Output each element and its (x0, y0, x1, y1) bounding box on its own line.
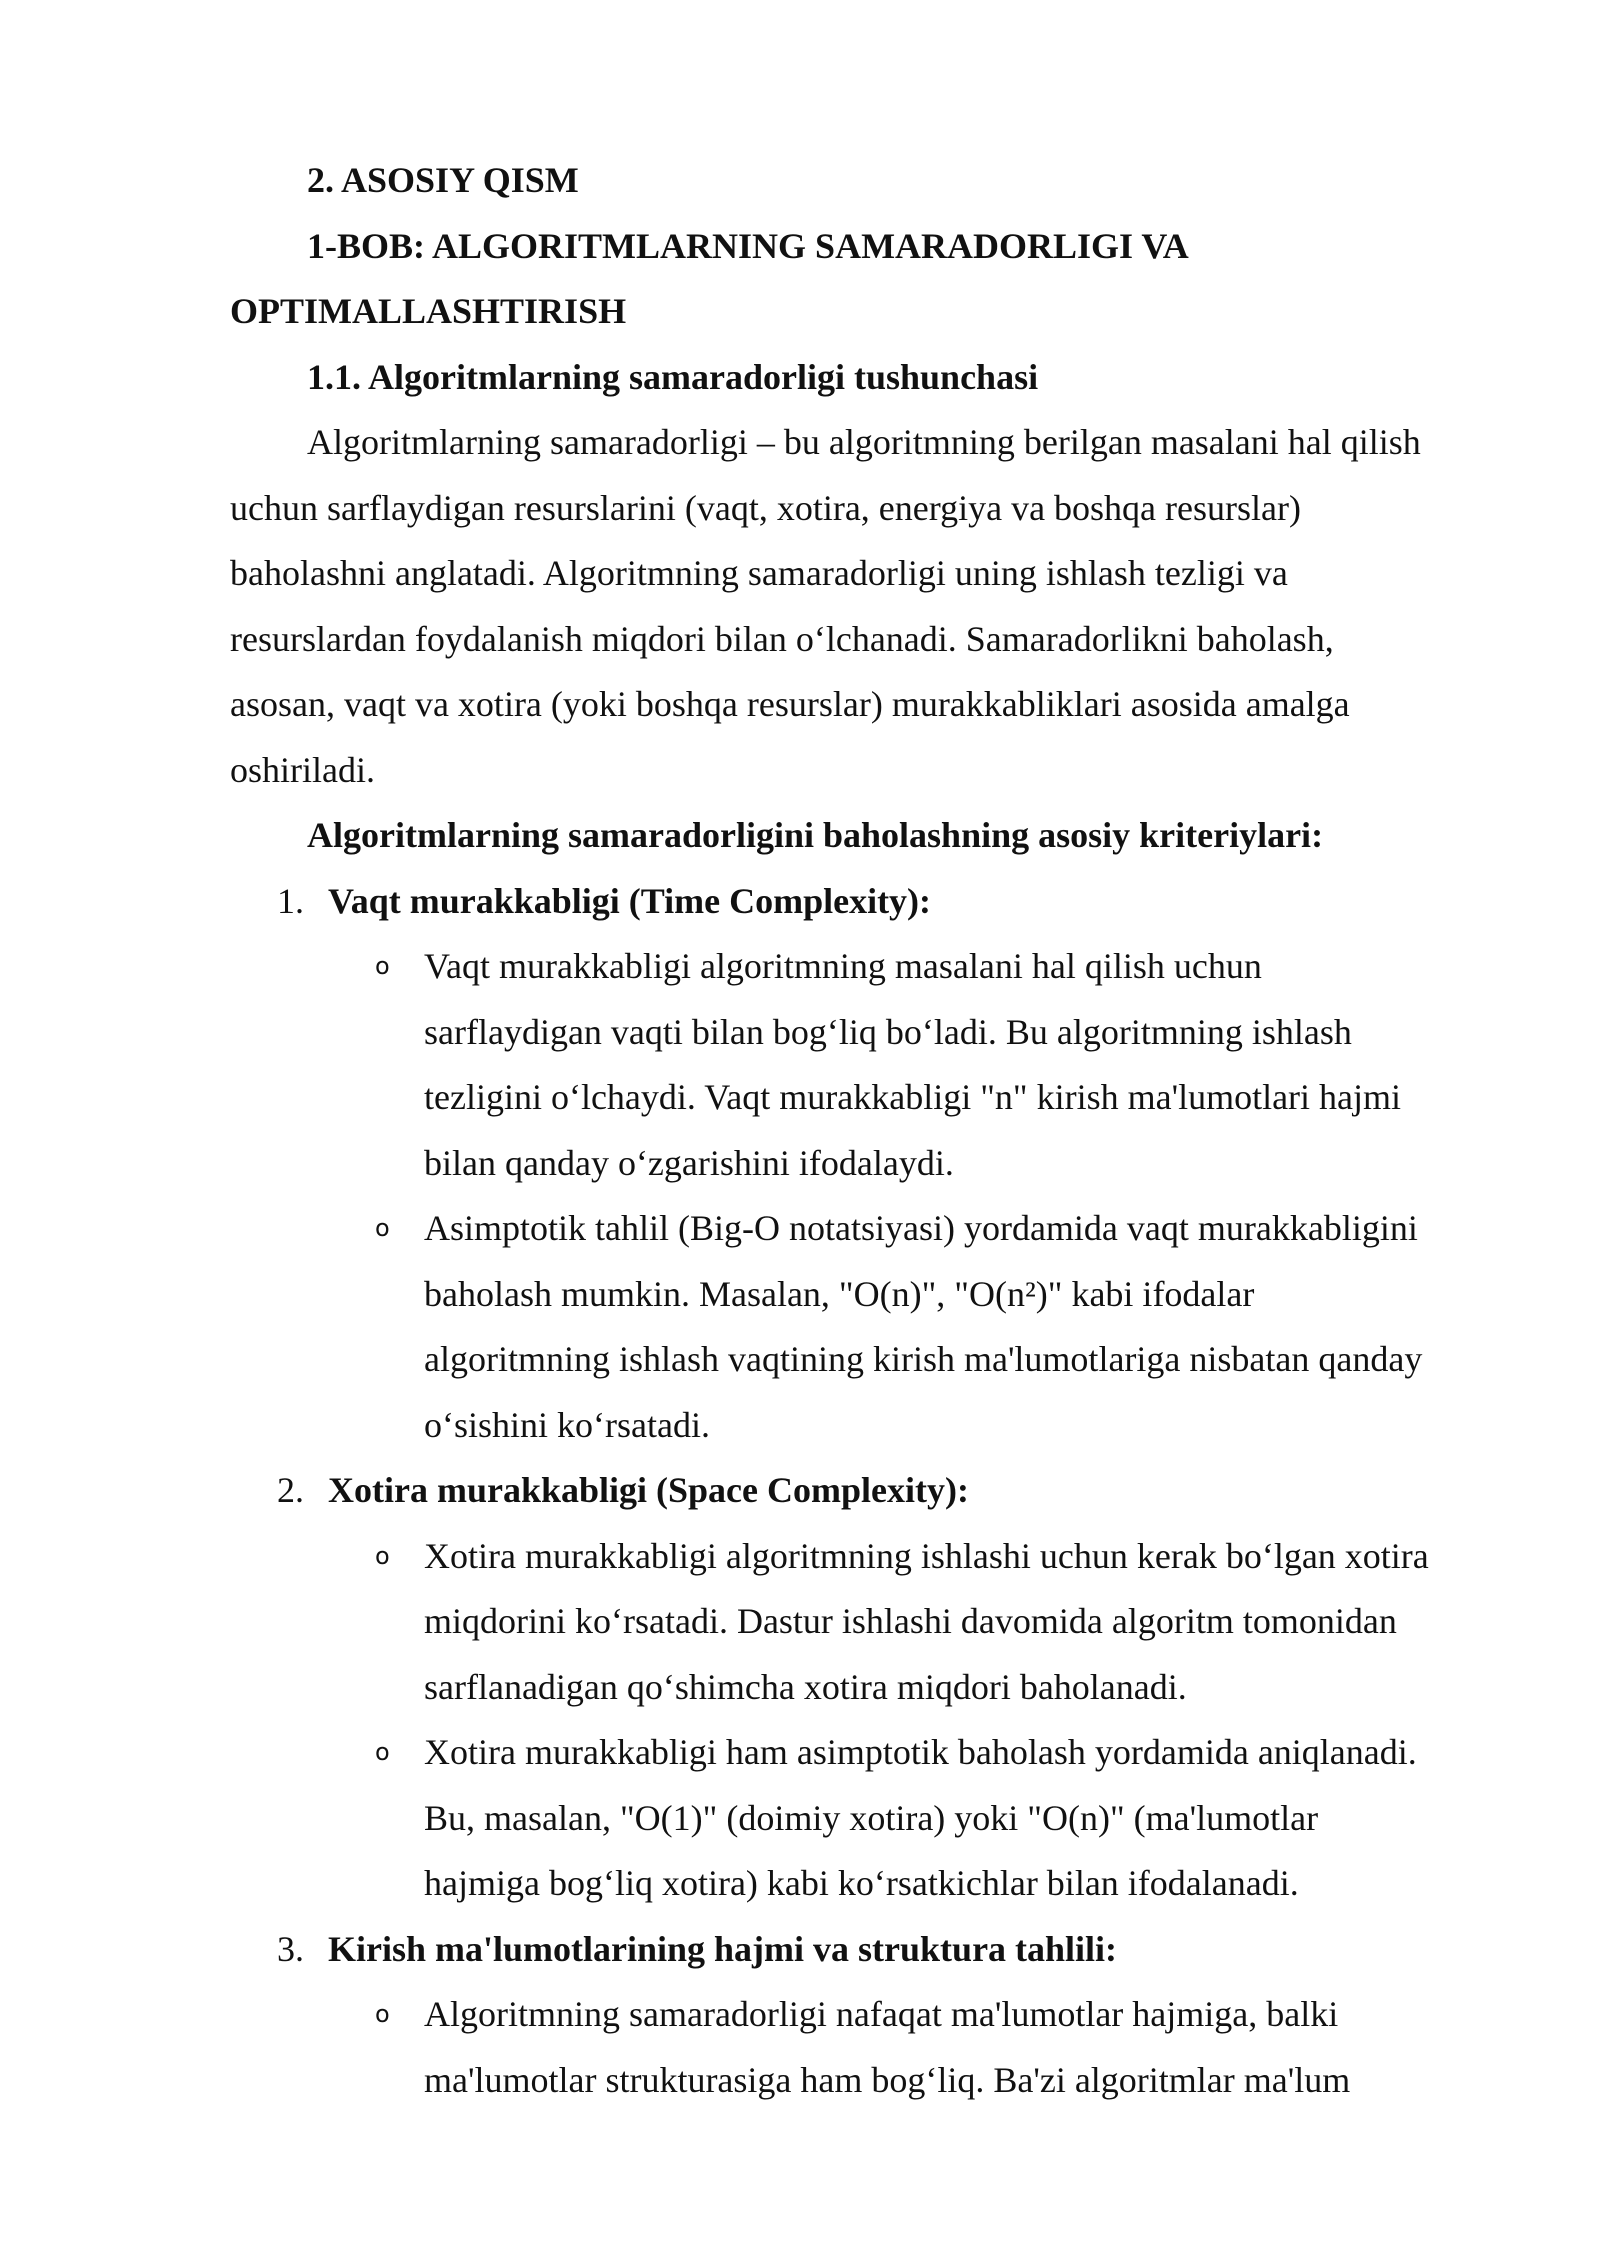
bullet-line: sarflanadigan qo‘shimcha xotira miqdori baholanadi. (424, 1666, 1187, 1707)
bullet-line: Algoritmning samaradorligi nafaqat ma'lumotlar hajmiga, balki (424, 1994, 1339, 2034)
intro-paragraph (230, 410, 1480, 803)
bullet-line: algoritmning ishlash vaqtining kirish ma'lumotlariga nisbatan qanday (424, 1339, 1423, 1379)
bullet-line: Asimptotik tahlil (Big-O notatsiyasi) yordamida vaqt murakkabligini (424, 1208, 1418, 1248)
list-item (230, 1720, 1480, 1917)
list-item (230, 1982, 1480, 2113)
bullet-line: Xotira murakkabligi algoritmning ishlashi uchun kerak bo‘lgan xotira (424, 1535, 1429, 1576)
criterion-title-row (230, 1917, 1480, 1983)
list-item (230, 1524, 1480, 1721)
list-item (230, 934, 1480, 1196)
bullet-line: sarflaydigan vaqti bilan bog‘liq bo‘ladi. Bu algoritmning ishlash (424, 1011, 1352, 1052)
criterion-title-row (230, 869, 1480, 935)
paragraph-line: oshiriladi. (230, 749, 375, 790)
bullet-line: Bu, masalan, "O(1)" (doimiy xotira) yoki "O(n)" (ma'lumotlar (424, 1797, 1319, 1838)
criterion-title: Kirish ma'lumotlarining hajmi va struktura tahlili: (328, 1928, 1118, 1969)
list-number: 1. (277, 880, 304, 921)
bullet-line: hajmiga bog‘liq xotira) kabi ko‘rsatkichlar bilan ifodalanadi. (424, 1863, 1299, 1903)
bullet-line: tezligini o‘lchaydi. Vaqt murakkabligi "n" kirish ma'lumotlari hajmi (424, 1077, 1402, 1117)
criterion-title: Vaqt murakkabligi (Time Complexity): (328, 880, 932, 921)
criterion-1 (230, 869, 1480, 1459)
paragraph-line: Algoritmlarning samaradorligi – bu algoritmning berilgan masalani hal qilish (307, 422, 1421, 462)
bullet-line: miqdorini ko‘rsatadi. Dastur ishlashi davomida algoritm tomonidan (424, 1601, 1397, 1641)
paragraph-line: resurslardan foydalanish miqdori bilan o‘lchanadi. Samaradorlikni baholash, (230, 618, 1334, 659)
bullet-marker: o (375, 952, 390, 980)
bullet-line: baholash mumkin. Masalan, "O(n)", "O(n²)" kabi ifodalar (424, 1273, 1255, 1314)
criterion-3 (230, 1917, 1480, 2114)
chapter-title-line-2: OPTIMALLASHTIRISH (230, 291, 627, 331)
list-number: 3. (277, 1928, 304, 1969)
bullet-marker: o (375, 1738, 390, 1766)
list-number: 2. (277, 1470, 304, 1510)
bullet-line: o‘sishini ko‘rsatadi. (424, 1404, 710, 1445)
paragraph-line: asosan, vaqt va xotira (yoki boshqa resurslar) murakkabliklari asosida amalga (230, 684, 1350, 724)
bullet-marker: o (375, 1541, 390, 1570)
bullet-line: bilan qanday o‘zgarishini ifodalaydi. (424, 1142, 954, 1183)
document-page (230, 148, 1480, 2113)
criterion-title-row (230, 1458, 1480, 1524)
criterion-2 (230, 1458, 1480, 1917)
paragraph-line: uchun sarflaydigan resurslarini (vaqt, xotira, energiya va boshqa resurslar) (230, 487, 1301, 528)
criteria-heading: Algoritmlarning samaradorligini baholashning asosiy kriteriylari: (307, 815, 1324, 855)
bullet-line: ma'lumotlar strukturasiga ham bog‘liq. Ba'zi algoritmlar ma'lum (424, 2059, 1351, 2100)
bullet-marker: o (375, 1214, 390, 1242)
paragraph-line: baholashni anglatadi. Algoritmning samaradorligi uning ishlash tezligi va (230, 553, 1288, 593)
bullet-marker: o (375, 2000, 390, 2028)
criterion-title: Xotira murakkabligi (Space Complexity): (328, 1470, 969, 1510)
section-heading: 2. ASOSIY QISM (307, 160, 579, 200)
bullet-line: Xotira murakkabligi ham asimptotik baholash yordamida aniqlanadi. (424, 1732, 1417, 1772)
bullet-line: Vaqt murakkabligi algoritmning masalani hal qilish uchun (424, 946, 1262, 986)
chapter-title-line-1: 1-BOB: ALGORITMLARNING SAMARADORLIGI VA (307, 225, 1189, 266)
list-item (230, 1196, 1480, 1458)
subsection-heading: 1.1. Algoritmlarning samaradorligi tushunchasi (307, 356, 1039, 397)
